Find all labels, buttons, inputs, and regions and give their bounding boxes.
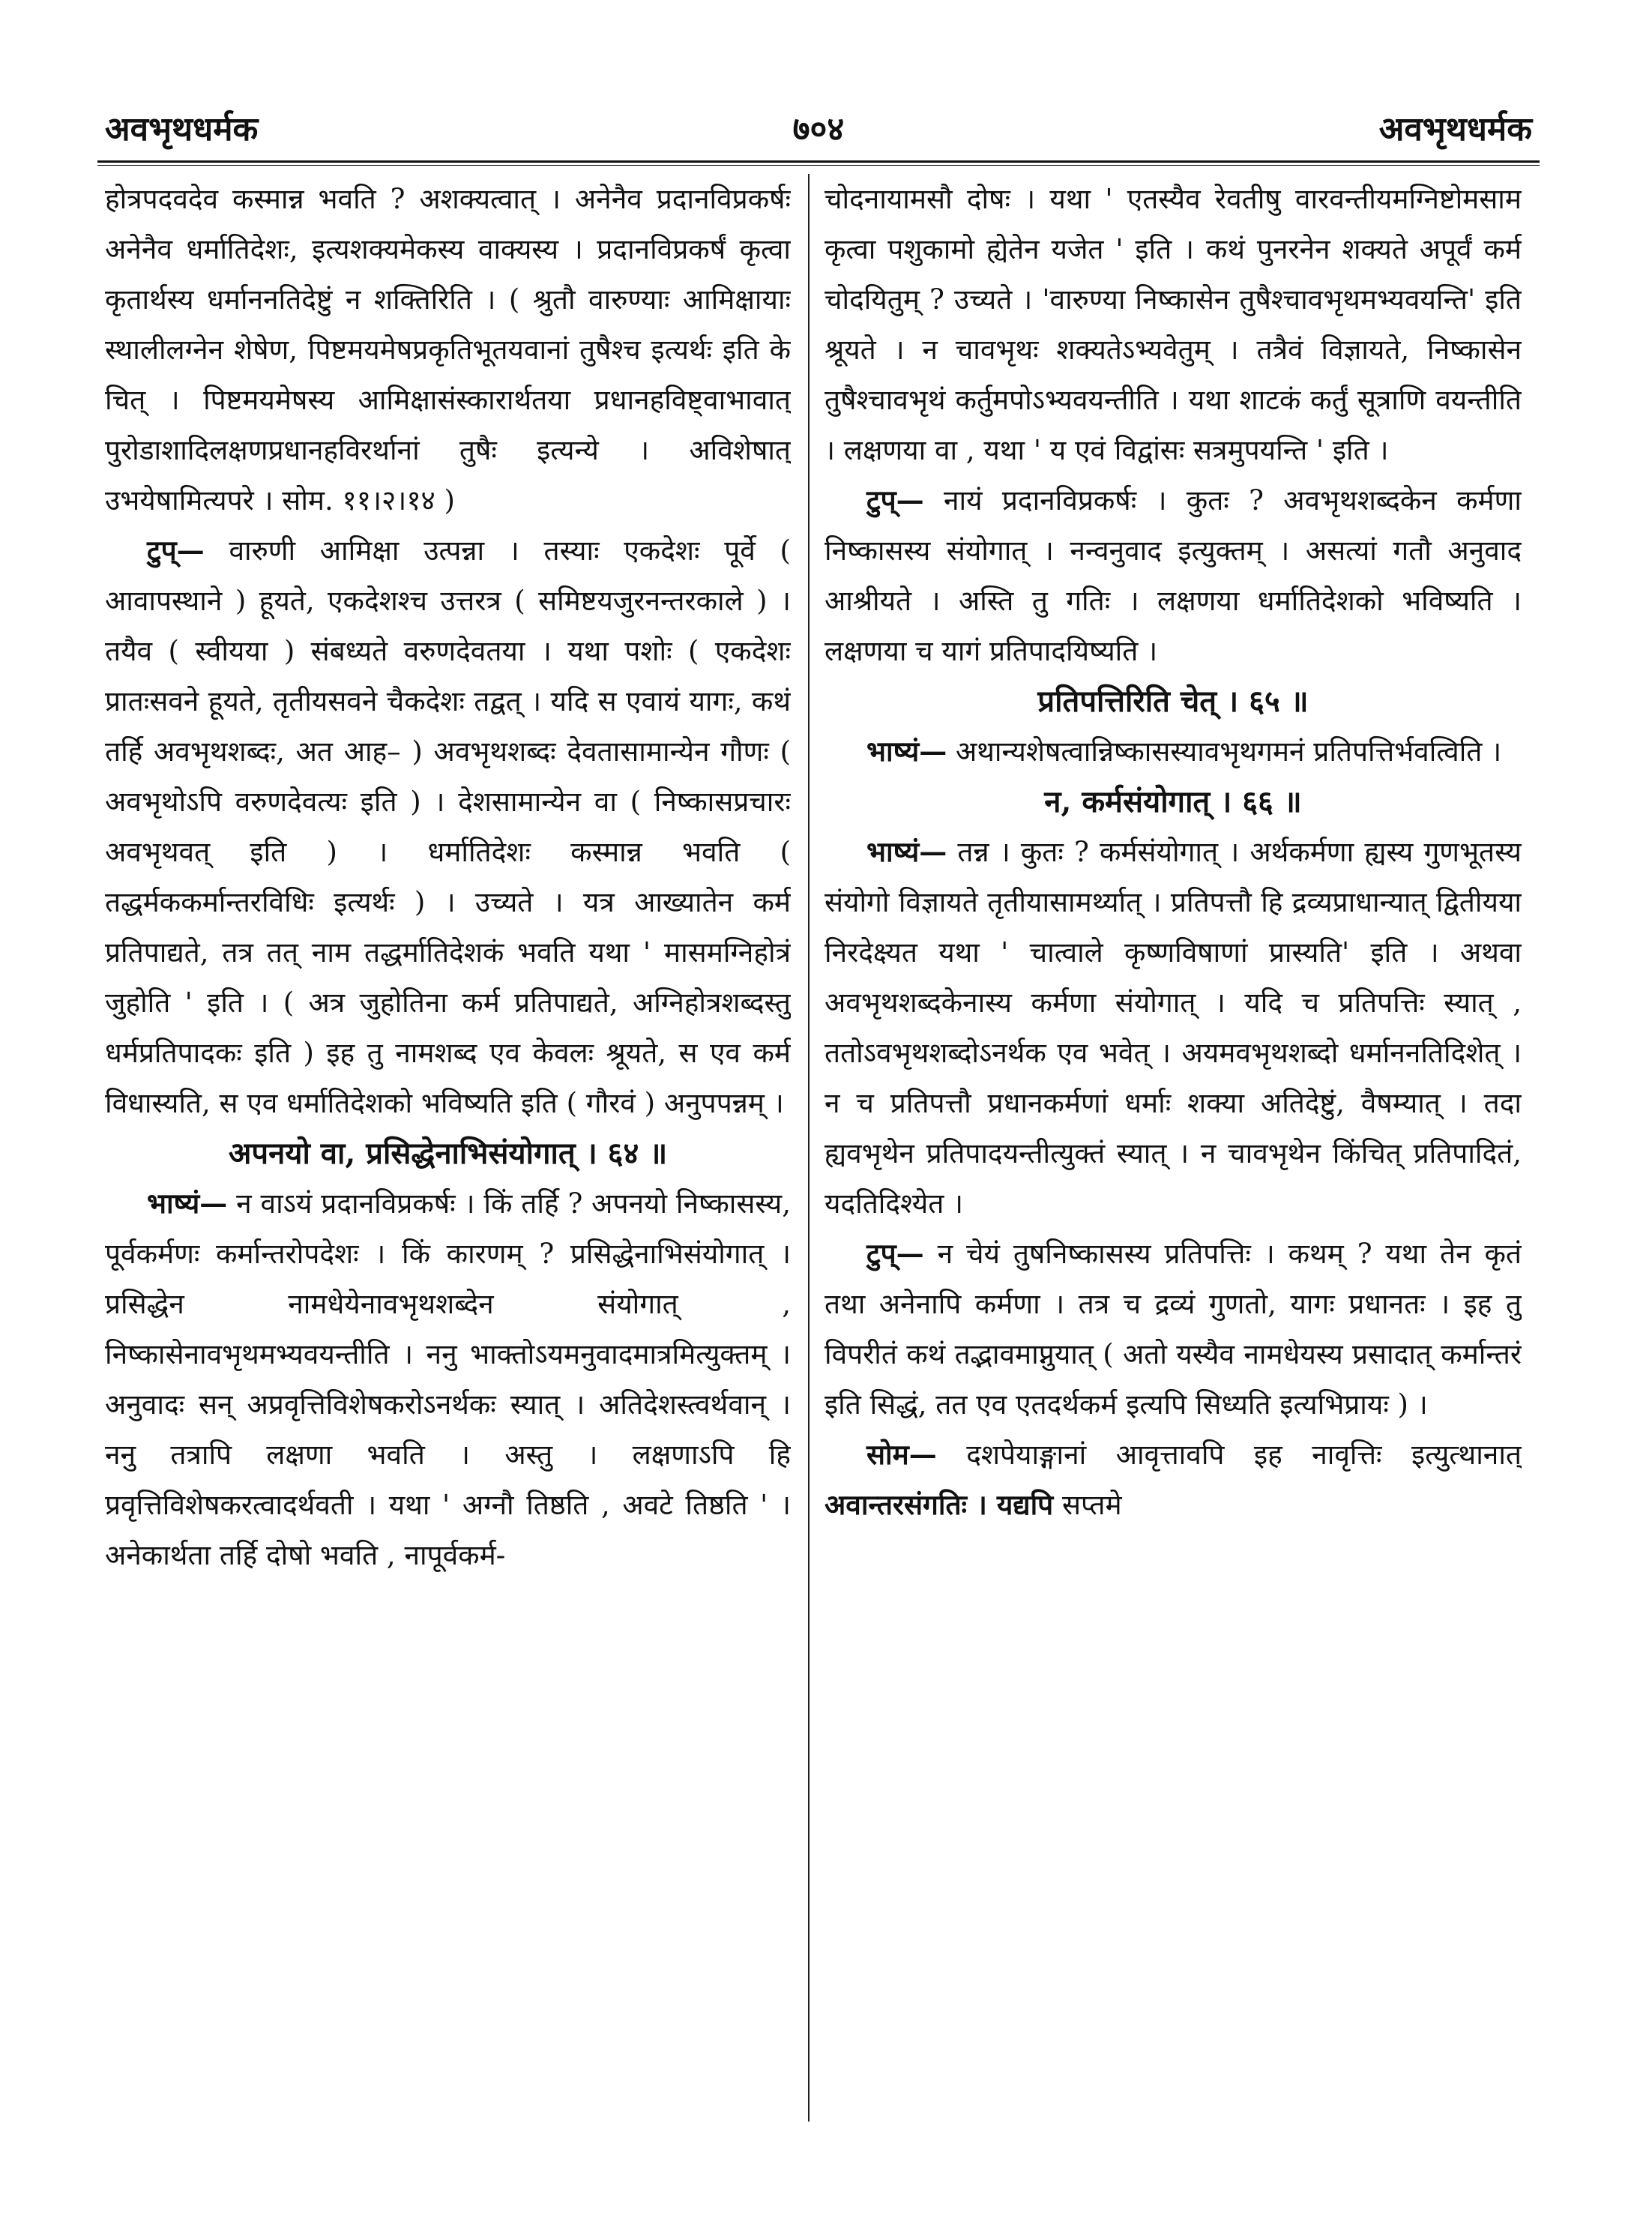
tup-label: टुप्—	[866, 1237, 924, 1270]
bhashya-label: भाष्यं—	[866, 835, 947, 868]
tup-label: टुप्—	[866, 484, 924, 517]
soma-label: सोम—	[866, 1438, 937, 1471]
bhashya-text: तन्न । कुतः ? कर्मसंयोगात् । अर्थकर्मणा ह्यस्य गुणभूतस्य संयोगो विज्ञायते तृतीयासामर्थ्यात् । प्रतिपत्तौ हि द्रव्यप्राधान्यात् द्वितीयया निरदेक्ष्यत यथा ' चात्वाले कृष्णविषाणां प्रास्यति' इति । अथवा अवभृथशब्दकेनास्य कर्मणा संयोगात् । यदि च प्रतिपत्तिः स्यात् , ततोऽवभृथशब्दोऽनर्थक एव भवेत् । अयमवभृथशब्दो धर्माननतिदिशेत् । न च प्रतिपत्तौ प्रधानकर्मणां धर्माः शक्या अतिदेष्टुं, वैषम्यात् । तदा ह्यवभृथेन प्रतिपादयन्तीत्युक्तं स्यात् । न चावभृथेन किंचित् प्रतिपादितं, यदतिदिश्येत ।	[825, 836, 1522, 1220]
tup-text: नायं प्रदानविप्रकर्षः । कुतः ? अवभृथशब्दकेन कर्मणा निष्कासस्य संयोगात् । नन्वनुवाद इत्युक्तम् । असत्यां गतौ अनुवाद आश्रीयते । अस्ति तु गतिः । लक्षणया धर्मातिदेशको भविष्यति । लक्षणया च यागं प्रतिपादयिष्यति ।	[825, 484, 1522, 667]
right-column	[825, 174, 1522, 2122]
left-column	[105, 174, 791, 2122]
tup-paragraph	[105, 526, 791, 1128]
bhashya-paragraph	[105, 1178, 791, 1580]
paragraph-continuation: होत्रपदवदेव कस्मान्न भवति ? अशक्यत्वात् । अनेनैव प्रदानविप्रकर्षः अनेनैव धर्मातिदेशः, इत्यशक्यमेकस्य वाक्यस्य । प्रदानविप्रकर्षं कृत्वा कृतार्थस्य धर्माननतिदेष्टुं न शक्तिरिति । ( श्रुतौ वारुण्याः आमिक्षायाः स्थालीलग्नेन शेषेण, पिष्टमयमेषप्रकृतिभूतयवानां तुषैश्च इत्यर्थः इति के चित् । पिष्टमयमेषस्य आमिक्षासंस्कारार्थतया प्रधानहविष्ट्वाभावात् पुरोडाशादिलक्षणप्रधानहविरर्थानां तुषैः इत्यन्ये । अविशेषात् उभयेषामित्यपरे । सोम. ११।२।१४ )	[105, 183, 791, 517]
column-divider	[808, 174, 810, 2122]
paragraph-continuation: चोदनायामसौ दोषः । यथा ' एतस्यैव रेवतीषु वारवन्तीयमग्निष्टोमसाम कृत्वा पशुकामो ह्येतेन यजेत ' इति । कथं पुनरनेन शक्यते अपूर्वं कर्म चोदयितुम् ? उच्यते । 'वारुण्या निष्कासेन तुषैश्चावभृथमभ्यवयन्ति' इति श्रूयते । न चावभृथः शक्यतेऽभ्यवेतुम् । तत्रैवं विज्ञायते, निष्कासेन तुषैश्चावभृथं कर्तुमपोऽभ्यवयन्तीति । यथा शाटकं कर्तुं सूत्राणि वयन्तीति । लक्षणया वा , यथा ' य एवं विद्वांसः सत्रमुपयन्ति ' इति ।	[825, 183, 1522, 466]
tup-label: टुप्—	[147, 534, 205, 567]
bhashya-text: अथान्यशेषत्वान्निष्कासस्यावभृथगमनं प्रतिपत्तिर्भवत्विति ।	[955, 735, 1502, 768]
tup-paragraph	[825, 1229, 1522, 1430]
tup-paragraph	[825, 475, 1522, 676]
bhashya-text: न वाऽयं प्रदानविप्रकर्षः । किं तर्हि ? अपनयो निष्कासस्य, पूर्वकर्मणः कर्मान्तरोपदेशः । किं कारणम् ? प्रसिद्धेनाभिसंयोगात् । प्रसिद्धेन नामधेयेनावभृथशब्देन संयोगात् , निष्कासेनावभृथमभ्यवयन्तीति । ननु भाक्तोऽयमनुवादमात्रमित्युक्तम् । अनुवादः सन् अप्रवृत्तिविशेषकरोऽनर्थकः स्यात् । अतिदेशस्त्वर्थवान् । ननु तत्रापि लक्षणा भवति । अस्तु । लक्षणाऽपि हि प्रवृत्तिविशेषकरत्वादर्थवती । यथा ' अग्नौ तिष्ठति , अवटे तिष्ठति ' । अनेकार्थता तर्हि दोषो भवति , नापूर्वकर्म-	[105, 1187, 791, 1571]
header-rule	[97, 160, 1540, 166]
bhashya-label: भाष्यं—	[147, 1187, 228, 1220]
bhashya-label: भाष्यं—	[866, 735, 947, 768]
running-head-left: अवभृथधर्मक	[105, 110, 259, 148]
sutra-65: प्रतिपत्तिरिति चेत् । ६५ ॥	[1037, 684, 1309, 719]
sutra-66: न, कर्मसंयोगात् । ६६ ॥	[1044, 784, 1302, 819]
tup-text: वारुणी आमिक्षा उत्पन्ना । तस्याः एकदेशः पूर्वे ( आवापस्थाने ) हूयते, एकदेशश्च उत्तरत्र ( समिष्टयजुरनन्तरकाले ) । तयैव ( स्वीयया ) संबध्यते वरुणदेवतया । यथा पशोः ( एकदेशः प्रातःसवने हूयते, तृतीयसवने चैकदेशः तद्वत् । यदि स एवायं यागः, कथं तर्हि अवभृथशब्दः, अत आह– ) अवभृथशब्दः देवतासामान्येन गौणः ( अवभृथोऽपि वरुणदेवत्यः इति ) । देशसामान्येन वा ( निष्कासप्रचारः अवभृथवत् इति ) । धर्मातिदेशः कस्मान्न भवति ( तद्धर्मककर्मान्तरविधिः इत्यर्थः ) । उच्यते । यत्र आख्यातेन कर्म प्रतिपाद्यते, तत्र तत् नाम तद्धर्मातिदेशकं भवति यथा ' मासमग्निहोत्रं जुहोति ' इति । ( अत्र जुहोतिना कर्म प्रतिपाद्यते, अग्निहोत्रशब्दस्तु धर्मप्रतिपादकः इति ) इह तु नामशब्द एव केवलः श्रूयते, स एव कर्म विधास्यति, स एव धर्मातिदेशको भविष्यति इति ( गौरवं ) अनुपपन्नम् ।	[105, 535, 791, 1119]
soma-tail: सप्तमे	[1061, 1489, 1122, 1521]
sutra-64: अपनयो वा, प्रसिद्धेनाभिसंयोगात् । ६४ ॥	[228, 1136, 668, 1171]
bhashya-paragraph	[825, 726, 1522, 777]
page-header	[97, 90, 1540, 150]
page-number: ७०४	[792, 110, 845, 148]
tup-text: न चेयं तुषनिष्कासस्य प्रतिपत्तिः । कथम् ? यथा तेन कृतं तथा अनेनापि कर्मणा । तत्र च द्रव्यं गुणतो, यागः प्रधानतः । इह तु विपरीतं कथं तद्भावमाप्नुयात् ( अतो यस्यैव नामधेयस्य प्रसादात् कर्मान्तरं इति सिद्धं, तत एव एतदर्थकर्म इत्यपि सिध्यति इत्यभिप्रायः ) ।	[825, 1238, 1522, 1421]
soma-bold-text: अवान्तरसंगतिः । यद्यपि	[825, 1488, 1054, 1521]
soma-paragraph	[825, 1430, 1522, 1530]
running-head-right: अवभृथधर्मक	[1378, 110, 1532, 148]
bhashya-paragraph	[825, 827, 1522, 1229]
soma-text: दशपेयाङ्गानां आवृत्तावपि इह नावृत्तिः इत्युत्थानात्	[966, 1439, 1522, 1471]
